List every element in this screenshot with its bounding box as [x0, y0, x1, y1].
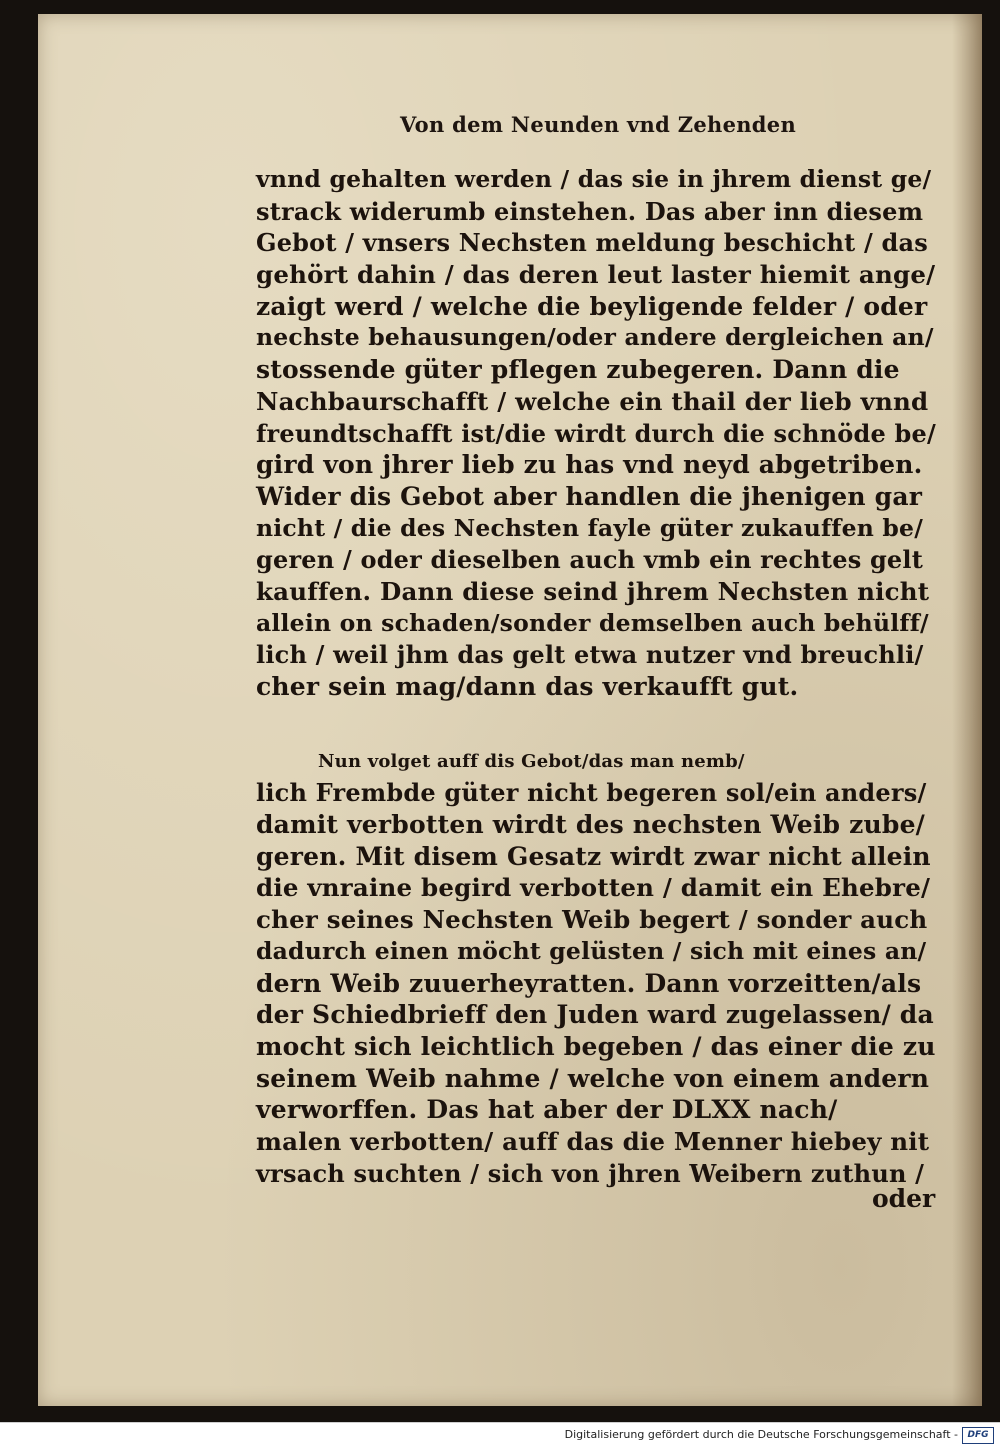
text-line: mocht sich leichtlich begeben / das einer die zu: [256, 1031, 936, 1061]
paragraph-2: [256, 746, 936, 1190]
text-line: Nachbaurschafft / welche ein thail der lieb vnnd: [256, 386, 929, 416]
paragraph-1: [256, 164, 936, 703]
text-line: gehört dahin / das deren leut laster hiemit ange/: [256, 260, 936, 290]
text-line: verworffen. Das hat aber der DLXX nach/: [256, 1095, 838, 1125]
text-line: nechste behausungen/oder andere dergleichen an/: [256, 323, 934, 352]
text-line: vrsach suchten / sich von jhren Weibern zuthun /: [256, 1158, 925, 1188]
text-line: seinem Weib nahme / welche von einem andern: [256, 1063, 930, 1093]
text-line: Wider dis Gebot aber handlen die jhenigen gar: [256, 481, 923, 511]
catchword: oder: [872, 1184, 936, 1213]
body-text: [256, 164, 936, 1189]
text-line: geren / oder dieselben auch vmb ein rechtes gelt: [256, 545, 924, 575]
text-line: malen verbotten/ auff das die Menner hiebey nit: [256, 1126, 930, 1156]
funding-credit: Digitalisierung gefördert durch die Deutsche Forschungsgemeinschaft -: [564, 1428, 958, 1441]
text-line: zaigt werd / welche die beyligende felder / oder: [256, 291, 928, 321]
text-line: kauffen. Dann diese seind jhrem Nechsten nicht: [256, 576, 930, 606]
text-line: dadurch einen möcht gelüsten / sich mit eines an/: [256, 936, 927, 965]
paragraph-gap: [256, 703, 936, 746]
text-line: der Schiedbrieff den Juden ward zugelassen/ da: [256, 1000, 934, 1030]
text-line: lich / weil jhm das gelt etwa nutzer vnd breuchli/: [256, 640, 924, 670]
text-line: Nun volget auff dis Gebot/das man nemb/: [318, 750, 745, 772]
running-head: Von dem Neunden vnd Zehenden: [400, 112, 797, 137]
text-line: lich Frembde güter nicht begeren sol/ein anders/: [256, 778, 927, 808]
text-line: freundtschafft ist/die wirdt durch die schnöde be/: [256, 418, 936, 448]
text-line: allein on schaden/sonder demselben auch behülff/: [256, 608, 929, 637]
text-line: cher sein mag/dann das verkaufft gut.: [256, 672, 799, 701]
dfg-logo-icon: DFG: [962, 1427, 994, 1444]
text-line: vnnd gehalten werden / das sie in jhrem dienst ge/: [256, 165, 932, 193]
text-line: geren. Mit disem Gesatz wirdt zwar nicht allein: [256, 841, 931, 871]
footer-bar: [0, 1422, 1000, 1447]
text-line: gird von jhrer lieb zu has vnd neyd abgetriben.: [256, 450, 923, 480]
page-edge-shadow: [952, 14, 982, 1406]
text-line: die vnraine begird verbotten / damit ein Ehebre/: [256, 873, 931, 903]
text-line: nicht / die des Nechsten fayle güter zukauffen be/: [256, 513, 923, 542]
text-line: dern Weib zuuerheyratten. Dann vorzeitten/als: [256, 968, 922, 998]
text-line: Gebot / vnsers Nechsten meldung beschicht / das: [256, 228, 928, 258]
text-line: cher seines Nechsten Weib begert / sonder auch: [256, 905, 928, 935]
text-line: stossende güter pflegen zubegeren. Dann die: [256, 355, 900, 385]
text-line: damit verbotten wirdt des nechsten Weib zube/: [256, 810, 926, 840]
text-line: strack widerumb einstehen. Das aber inn diesem: [256, 196, 924, 226]
